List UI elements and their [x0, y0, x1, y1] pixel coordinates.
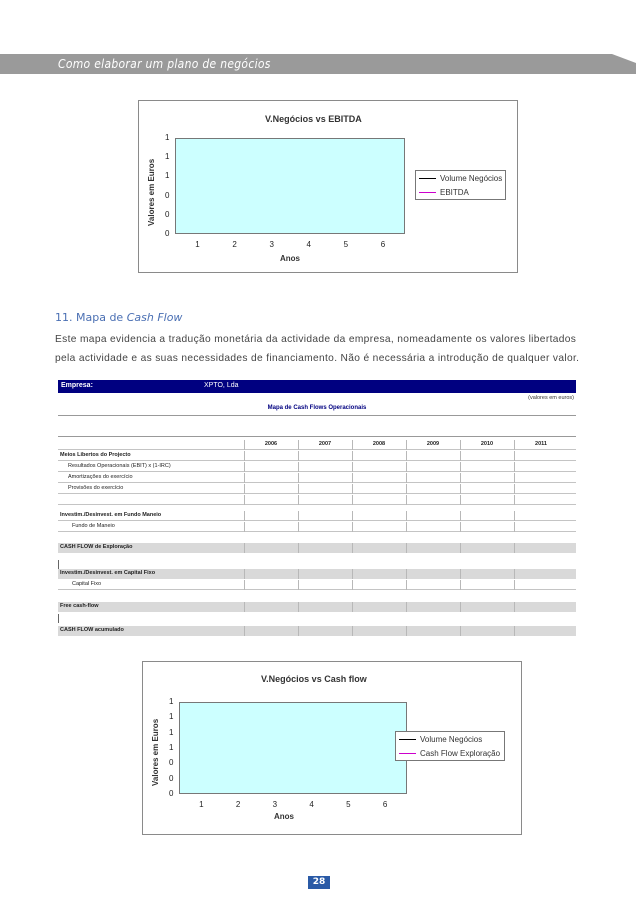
table-cell — [244, 626, 298, 636]
chart2-y-tick-label: 0 — [169, 789, 174, 798]
page-number: 28 — [308, 876, 330, 889]
chart2-x-tick-label: 1 — [199, 800, 204, 809]
table-cell — [514, 473, 568, 483]
row-label: Provisões do exercício — [68, 485, 124, 491]
header-banner — [0, 54, 638, 74]
table-row — [58, 626, 576, 636]
table-cell — [298, 626, 352, 636]
table-cell — [352, 451, 406, 461]
chart1-x-tick-label: 6 — [380, 240, 386, 249]
table-cell — [244, 451, 298, 461]
divider — [58, 415, 576, 416]
table-cell — [298, 569, 352, 579]
divider — [58, 560, 59, 569]
table-cell — [352, 569, 406, 579]
table-cell — [352, 462, 406, 472]
table-cell — [460, 522, 514, 532]
chart1-y-tick-label: 0 — [165, 229, 170, 238]
table-cell — [460, 473, 514, 483]
chart1-y-tick-label: 1 — [165, 171, 170, 181]
chart2-legend-item — [399, 735, 482, 744]
company-header-bar — [58, 380, 576, 393]
chart2-y-tick-label: 0 — [169, 758, 174, 768]
table-cell — [514, 569, 568, 579]
row-label: Amortizações do exercício — [68, 474, 133, 480]
table-cell — [460, 602, 514, 612]
chart2-y-tick-label: 0 — [169, 773, 174, 783]
row-label: Free cash-flow — [60, 603, 99, 609]
chart2-y-tick-label: 1 — [169, 697, 174, 706]
chart1-xlabel: Anos — [280, 254, 300, 263]
table-cell — [352, 580, 406, 590]
table-cell — [514, 462, 568, 472]
chart2-legend-label: Volume Negócios — [420, 735, 483, 744]
table-cell — [406, 543, 460, 553]
table-cell — [406, 484, 460, 494]
table-row — [58, 580, 576, 590]
company-label: Empresa: — [61, 382, 93, 389]
table-cell — [298, 451, 352, 461]
table-cell — [352, 484, 406, 494]
chart2-x-tick-label: 6 — [382, 800, 388, 809]
table-cell — [406, 473, 460, 483]
chart2-x-tick-label: 5 — [346, 800, 351, 809]
chart1-legend-item — [419, 188, 469, 197]
legend-line-icon — [399, 739, 416, 740]
table-cell — [406, 462, 460, 472]
table-row — [58, 543, 576, 553]
table-cell — [244, 569, 298, 579]
table-cell — [298, 473, 352, 483]
section-title-italic: Cash Flow — [126, 311, 183, 324]
header-title: Como elaborar um plano de negócios — [58, 57, 271, 71]
table-cell — [406, 511, 460, 521]
row-label: Resultados Operacionais (EBIT) x (1-IRC) — [68, 463, 171, 469]
table-cell — [244, 522, 298, 532]
paragraph-line-2: pela actividade e as suas necessidades de financiamento. Não é necessária a introdução de qualquer valor. — [55, 353, 580, 364]
years-row — [58, 440, 576, 450]
chart2-y-tick-label: 1 — [169, 712, 174, 722]
divider — [58, 436, 576, 437]
table-row — [58, 511, 576, 521]
chart1-ylabel: Valores em Euros — [147, 158, 156, 226]
chart1-y-tick-label: 1 — [165, 133, 170, 142]
table-cell — [514, 495, 568, 505]
chart1-plot-area — [175, 138, 405, 234]
chart1-x-tick-label: 5 — [343, 240, 349, 249]
table-row — [58, 602, 576, 612]
chart1-legend-label: Volume Negócios — [440, 174, 503, 183]
chart2-legend-item — [399, 749, 500, 758]
table-cell — [298, 462, 352, 472]
table-cell — [460, 495, 514, 505]
table-cell — [244, 511, 298, 521]
table-row — [58, 495, 576, 505]
table-cell — [352, 602, 406, 612]
year-header: 2008 — [372, 441, 386, 447]
chart2-legend — [395, 731, 505, 761]
chart2-title: V.Negócios vs Cash flow — [261, 674, 367, 684]
table-cell — [514, 484, 568, 494]
section-heading — [55, 311, 182, 324]
table-cell — [460, 580, 514, 590]
chart1-x-tick-label: 4 — [306, 240, 311, 249]
table-cell — [352, 495, 406, 505]
chart1-title: V.Negócios vs EBITDA — [265, 114, 362, 124]
chart2-ylabel: Valores em Euros — [151, 718, 160, 786]
table-cell — [460, 569, 514, 579]
table-cell — [460, 543, 514, 553]
chart-vnegocios-ebitda — [138, 100, 518, 273]
year-header: 2010 — [480, 441, 494, 447]
chart1-x-tick-label: 1 — [195, 240, 200, 249]
table-cell — [298, 543, 352, 553]
table-cell — [514, 626, 568, 636]
row-label: Meios Libertos do Projecto — [60, 452, 131, 458]
table-cell — [514, 543, 568, 553]
chart1-legend — [415, 170, 506, 200]
table-cell — [460, 626, 514, 636]
table-cell — [244, 543, 298, 553]
chart-vnegocios-cashflow — [142, 661, 522, 835]
chart1-legend-item — [419, 174, 502, 183]
table-cell — [406, 602, 460, 612]
chart2-y-tick-label: 1 — [169, 743, 174, 752]
table-cell — [514, 580, 568, 590]
table-cell — [298, 511, 352, 521]
table-cell — [244, 473, 298, 483]
table-cell — [244, 495, 298, 505]
year-header: 2006 — [264, 441, 278, 447]
chart1-y-tick-label: 1 — [165, 152, 170, 162]
table-cell — [244, 462, 298, 472]
year-header: 2011 — [535, 441, 547, 447]
legend-line-icon — [399, 753, 416, 754]
row-label: CASH FLOW de Exploração — [60, 544, 133, 550]
table-cell — [460, 484, 514, 494]
chart2-x-tick-label: 2 — [235, 800, 241, 809]
divider — [58, 614, 59, 623]
table-cell — [352, 473, 406, 483]
table-row — [58, 484, 576, 494]
legend-line-icon — [419, 192, 436, 193]
table-cell — [244, 580, 298, 590]
row-label: Capital Fixo — [72, 581, 102, 587]
section-number: 11. — [55, 311, 73, 324]
table-cell — [298, 602, 352, 612]
table-cell — [514, 511, 568, 521]
table-row — [58, 473, 576, 483]
table-cell — [352, 626, 406, 636]
table-cell — [406, 569, 460, 579]
chart1-x-tick-label: 3 — [269, 240, 274, 249]
table-cell — [406, 580, 460, 590]
company-value: XPTO, Lda — [204, 382, 239, 389]
table-cell — [298, 495, 352, 505]
chart2-legend-label: Cash Flow Exploração — [420, 749, 501, 758]
row-label: Fundo de Maneio — [72, 523, 115, 529]
cash-flow-table — [58, 380, 576, 640]
table-cell — [514, 522, 568, 532]
table-cell — [352, 522, 406, 532]
chart2-y-tick-label: 1 — [169, 727, 174, 737]
table-cell — [406, 522, 460, 532]
chart1-legend-label: EBITDA — [440, 188, 469, 197]
row-label: Investim./Desinvest. em Fundo Maneio — [60, 512, 162, 518]
chart2-xlabel: Anos — [274, 812, 294, 821]
table-row — [58, 569, 576, 579]
table-cell — [406, 626, 460, 636]
row-label: Investim./Desinvest. em Capital Fixo — [60, 570, 156, 576]
chart2-x-tick-label: 3 — [272, 800, 278, 809]
table-cell — [514, 602, 568, 612]
chart1-y-tick-label: 0 — [165, 190, 170, 200]
chart1-y-tick-label: 0 — [165, 209, 170, 219]
table-cell — [352, 511, 406, 521]
section-title: Mapa de — [76, 311, 124, 324]
table-cell — [460, 462, 514, 472]
chart2-plot-area — [179, 702, 407, 794]
table-cell — [298, 522, 352, 532]
table-cell — [352, 543, 406, 553]
year-header: 2007 — [318, 441, 332, 447]
row-label: CASH FLOW acumulado — [60, 627, 124, 633]
table-cell — [460, 451, 514, 461]
chart2-x-tick-label: 4 — [309, 800, 314, 809]
map-title: Mapa de Cash Flows Operacionais — [267, 405, 367, 411]
table-cell — [406, 451, 460, 461]
table-cell — [460, 511, 514, 521]
legend-line-icon — [419, 178, 436, 179]
table-cell — [514, 451, 568, 461]
units-note: (valores em euros) — [528, 395, 574, 401]
year-header: 2009 — [426, 441, 440, 447]
table-cell — [244, 484, 298, 494]
table-row — [58, 462, 576, 472]
table-cell — [298, 484, 352, 494]
table-row — [58, 451, 576, 461]
table-row — [58, 522, 576, 532]
table-cell — [298, 580, 352, 590]
table-cell — [244, 602, 298, 612]
paragraph-line-1: Este mapa evidencia a tradução monetária da actividade da empresa, nomeadamente os valores libertados — [55, 334, 577, 345]
table-cell — [406, 495, 460, 505]
chart1-x-tick-label: 2 — [232, 240, 237, 249]
